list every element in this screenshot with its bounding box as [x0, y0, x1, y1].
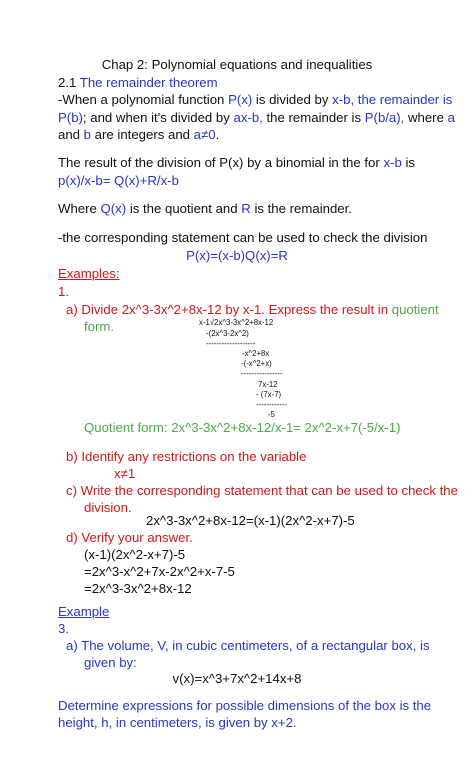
intro-text: the remainder is: [262, 110, 365, 125]
division-line-2: -(2x^3-2x^2): [206, 329, 249, 338]
ex1-part-c-answer: 2x^3-3x^2+8x-12=(x-1)(2x^2-x+7)-5: [146, 513, 355, 528]
where-term: Q(x): [100, 201, 127, 216]
where-text: is the remainder.: [250, 201, 352, 216]
where-term: R: [241, 201, 251, 216]
section-name: The remainder theorem: [79, 75, 218, 90]
example-3-heading: Example: [58, 604, 110, 619]
ex1-part-c-line-2: division.: [84, 500, 132, 515]
intro-text: -When a polynomial function: [58, 92, 229, 107]
intro-text: and: [58, 127, 84, 142]
intro-line-1: [58, 91, 452, 108]
ex1-part-b: b) Identify any restrictions on the variable: [66, 449, 307, 464]
intro-term: a: [447, 110, 455, 125]
where-text: is the quotient and: [126, 201, 242, 216]
intro-line-3: [58, 126, 219, 143]
intro-term: P(x): [228, 92, 253, 107]
ex1-part-d: d) Verify your answer.: [66, 530, 193, 545]
result-formula: p(x)/x-b= Q(x)+R/x-b: [58, 173, 179, 188]
division-line-1: x-1√2x^3-3x^2+8x-12: [199, 318, 274, 327]
division-line-7: 7x-12: [258, 380, 278, 389]
ex3-part-a-line-2: given by:: [84, 655, 137, 670]
examples-heading: Examples:: [58, 266, 120, 281]
intro-term: P(b/a),: [364, 110, 405, 125]
determine-line-2: height, h, in centimeters, is given by x+2.: [58, 715, 297, 730]
intro-term: a≠0: [193, 127, 216, 142]
example-1-number: 1.: [58, 284, 69, 299]
ex1-part-a-line-1: [66, 301, 439, 318]
intro-text: are integers and: [91, 127, 194, 142]
quotient-form: Quotient form: 2x^3-3x^2+8x-12/x-1= 2x^2-x+7(-5/x-1): [84, 420, 401, 435]
section-heading: [58, 74, 218, 91]
verify-step-3: =2x^3-3x^2+8x-12: [84, 581, 192, 596]
intro-term: x-b, the remainder is: [332, 92, 453, 107]
section-number: 2.1: [58, 75, 77, 90]
intro-text: ; and when it's divided by: [82, 110, 234, 125]
intro-term: b: [83, 127, 92, 142]
division-line-4: -x^2+8x: [242, 349, 270, 358]
intro-text: .: [215, 127, 220, 142]
division-line-6: ----------------: [241, 369, 283, 378]
page-title: Chap 2: Polynomial equations and inequalities: [101, 57, 373, 72]
statement-line: -the corresponding statement can be used to check the division: [58, 230, 428, 245]
intro-term: ax-b,: [233, 110, 263, 125]
division-line-10: -5: [268, 410, 275, 419]
ex1-part-a-text: a) Divide 2x^3-3x^2+8x-12 by x-1. Express the result in: [66, 302, 392, 317]
where-line: [58, 200, 352, 217]
division-line-3: -------------------: [206, 339, 256, 348]
statement-formula: P(x)=(x-b)Q(x)=R: [186, 248, 288, 263]
where-text: Where: [58, 201, 101, 216]
result-term: x-b: [383, 155, 402, 170]
ex3-part-a-line-1: a) The volume, V, in cubic centimeters, of a rectangular box, is: [66, 638, 430, 653]
example-3-number: 3.: [58, 621, 69, 636]
volume-formula: v(x)=x^3+7x^2+14x+8: [172, 671, 302, 686]
ex1-quotient-word: quotient: [391, 302, 439, 317]
intro-text: is divided by: [252, 92, 333, 107]
verify-step-2: =2x^3-x^2+7x-2x^2+x-7-5: [84, 564, 235, 579]
determine-line-1: Determine expressions for possible dimensions of the box is the: [58, 698, 432, 713]
intro-line-2: [58, 109, 455, 126]
intro-text: where: [404, 110, 448, 125]
result-text: is: [401, 155, 415, 170]
ex1-part-b-answer: x≠1: [114, 466, 136, 481]
ex1-part-c-line-1: c) Write the corresponding statement that can be used to check the: [66, 483, 458, 498]
result-line-1: [58, 154, 415, 171]
intro-term: P(b): [58, 110, 83, 125]
division-line-9: ------------: [256, 400, 288, 409]
division-line-8: - (7x-7): [256, 390, 282, 399]
division-line-5: -(-x^2+x): [241, 359, 272, 368]
verify-step-1: (x-1)(2x^2-x+7)-5: [84, 547, 186, 562]
result-text: The result of the division of P(x) by a binomial in the for: [58, 155, 384, 170]
ex1-part-a-line-2: form.: [84, 319, 115, 334]
